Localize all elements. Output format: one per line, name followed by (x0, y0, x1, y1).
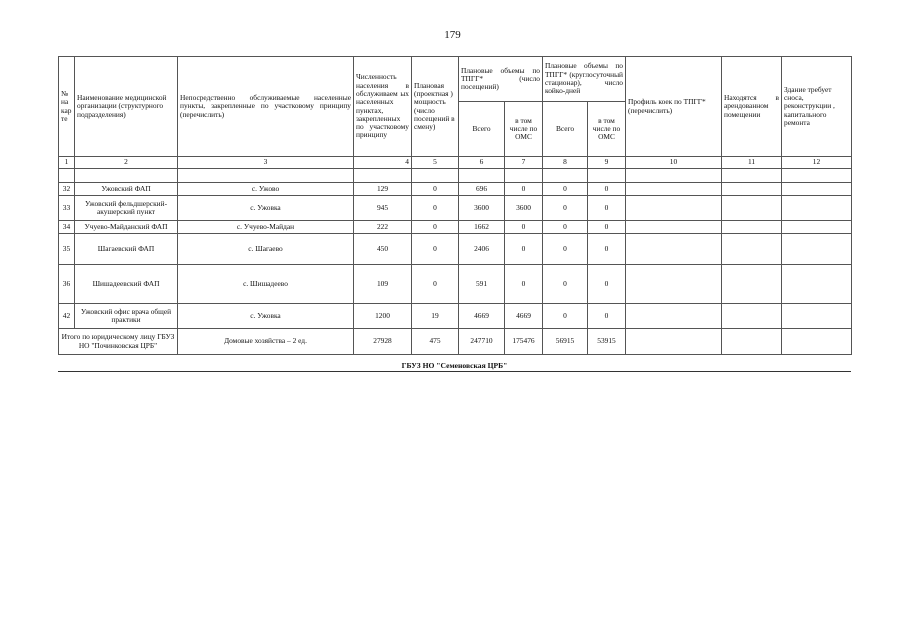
header-col-renovation: Здание требует сноса, реконструкции , капитального ремонта (782, 57, 852, 157)
beds-total: 0 (543, 234, 588, 265)
organization-name: Ужовский фельдшерский-акушерский пункт (75, 196, 178, 221)
total-beds-total: 56915 (543, 329, 588, 355)
beds-total: 0 (543, 265, 588, 304)
header-col-number: № на кар те (59, 57, 75, 157)
visits-oms: 0 (505, 234, 543, 265)
visits-oms: 0 (505, 183, 543, 196)
visits-total: 3600 (459, 196, 505, 221)
subheader-visits-total: Всего (459, 102, 505, 157)
visits-total: 2406 (459, 234, 505, 265)
table-row (59, 304, 852, 329)
beds-oms: 0 (588, 265, 626, 304)
beds-oms: 0 (588, 183, 626, 196)
total-settlements: Домовые хозяйства – 2 ед. (178, 329, 354, 355)
visits-oms: 3600 (505, 196, 543, 221)
total-visits-oms: 175476 (505, 329, 543, 355)
capacity: 0 (412, 234, 459, 265)
subheader-beds-total: Всего (543, 102, 588, 157)
beds-total: 0 (543, 304, 588, 329)
population: 945 (354, 196, 412, 221)
visits-total: 4669 (459, 304, 505, 329)
page-number: 179 (444, 29, 461, 41)
header-col-bed-profile: Профиль коек по ТПГГ* (перечислить) (626, 57, 722, 157)
settlements: с. Шишадеево (178, 265, 354, 304)
visits-oms: 0 (505, 221, 543, 234)
row-number: 35 (59, 234, 75, 265)
table-row (59, 196, 852, 221)
organization-name: Учуево-Майданский ФАП (75, 221, 178, 234)
total-row (59, 329, 852, 355)
total-capacity: 475 (412, 329, 459, 355)
column-number: 5 (412, 157, 459, 169)
population: 450 (354, 234, 412, 265)
total-visits-total: 247710 (459, 329, 505, 355)
subheader-visits-oms: в том числе по ОМС (505, 102, 543, 157)
row-number: 42 (59, 304, 75, 329)
beds-total: 0 (543, 183, 588, 196)
column-number: 10 (626, 157, 722, 169)
capacity: 0 (412, 265, 459, 304)
organization-name: Ужовский ФАП (75, 183, 178, 196)
organization-name: Шишадеевский ФАП (75, 265, 178, 304)
row-number: 34 (59, 221, 75, 234)
header-col-population: Численность населения в обслуживаем ых населенных пунктах, закрепленных по участковому принципу (354, 57, 412, 157)
settlements: с. Ужово (178, 183, 354, 196)
subheader-beds-oms: в том числе по ОМС (588, 102, 626, 157)
beds-total: 0 (543, 221, 588, 234)
column-number-row (59, 157, 852, 169)
header-col-beds: Плановые объемы по ТПГГ* (круглосуточный стационар), число койко-дней (543, 57, 626, 102)
capacity: 19 (412, 304, 459, 329)
beds-total: 0 (543, 196, 588, 221)
column-number: 2 (75, 157, 178, 169)
settlements: с. Учуево-Майдан (178, 221, 354, 234)
visits-total: 696 (459, 183, 505, 196)
medical-facilities-table (58, 56, 852, 355)
visits-total: 591 (459, 265, 505, 304)
header-col-capacity: Плановая (проектная ) мощность (число посещений в смену) (412, 57, 459, 157)
visits-oms: 0 (505, 265, 543, 304)
column-number: 6 (459, 157, 505, 169)
header-col-organization: Наименование медицинской организации (структурного подразделения) (75, 57, 178, 157)
row-number: 32 (59, 183, 75, 196)
population: 222 (354, 221, 412, 234)
beds-oms: 0 (588, 234, 626, 265)
organization-name: Шагаевский ФАП (75, 234, 178, 265)
population: 109 (354, 265, 412, 304)
table-row (59, 183, 852, 196)
organization-name: Ужовский офис врача общей практики (75, 304, 178, 329)
header-col-settlements: Непосредственно обслуживаемые населенные пункты, закрепленные по участковому принципу (перечислить) (178, 57, 354, 157)
column-number: 9 (588, 157, 626, 169)
row-number: 36 (59, 265, 75, 304)
column-number: 1 (59, 157, 75, 169)
table-row (59, 234, 852, 265)
beds-oms: 0 (588, 221, 626, 234)
row-number: 33 (59, 196, 75, 221)
capacity: 0 (412, 183, 459, 196)
header-col-rented: Находятся в арендованном помещении (722, 57, 782, 157)
column-number: 7 (505, 157, 543, 169)
settlements: с. Ужовка (178, 304, 354, 329)
header-row (59, 57, 852, 102)
beds-oms: 0 (588, 304, 626, 329)
column-number: 11 (722, 157, 782, 169)
capacity: 0 (412, 196, 459, 221)
section-divider (58, 371, 851, 372)
population: 1200 (354, 304, 412, 329)
total-beds-oms: 53915 (588, 329, 626, 355)
visits-oms: 4669 (505, 304, 543, 329)
spacer-row (59, 169, 852, 183)
capacity: 0 (412, 221, 459, 234)
header-col-visits: Плановые объемы по ТПГГ* (число посещений) (459, 57, 543, 102)
column-number: 12 (782, 157, 852, 169)
total-label: Итого по юридическому лицу ГБУЗ НО "Починковская ЦРБ" (59, 329, 178, 355)
total-population: 27928 (354, 329, 412, 355)
table-row (59, 265, 852, 304)
table-row (59, 221, 852, 234)
settlements: с. Шагаево (178, 234, 354, 265)
visits-total: 1662 (459, 221, 505, 234)
beds-oms: 0 (588, 196, 626, 221)
section-title: ГБУЗ НО "Семеновская ЦРБ" (401, 361, 508, 370)
column-number: 8 (543, 157, 588, 169)
settlements: с. Ужовка (178, 196, 354, 221)
population: 129 (354, 183, 412, 196)
column-number: 3 (178, 157, 354, 169)
column-number: 4 (354, 157, 412, 169)
